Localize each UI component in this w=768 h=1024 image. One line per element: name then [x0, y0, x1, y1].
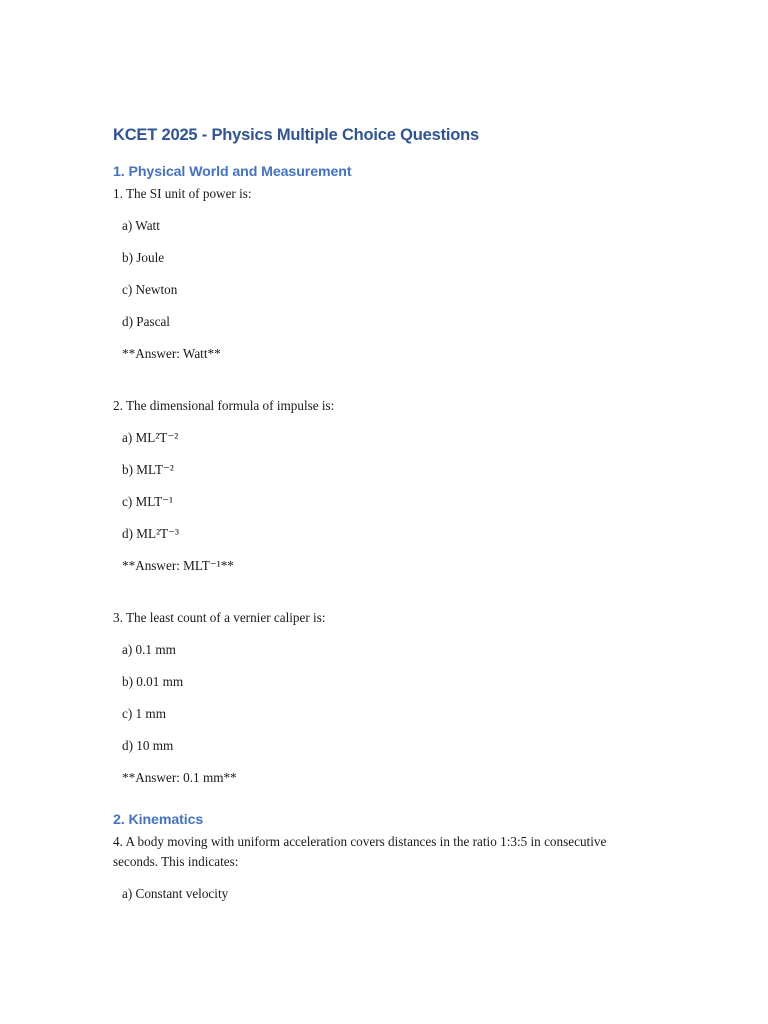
- question-3-option-d: d) 10 mm: [122, 738, 174, 753]
- question-2-option-c: c) MLT⁻¹: [122, 494, 174, 509]
- question-text-4: 4. A body moving with uniform acceleration covers distances in the ratio 1:3:5 in consecutive seconds. This indicates:: [113, 834, 607, 869]
- question-text-3: 3. The least count of a vernier caliper is:: [113, 610, 326, 625]
- question-3-answer: **Answer: 0.1 mm**: [122, 770, 237, 785]
- question-4-option-a: a) Constant velocity: [122, 886, 229, 901]
- section-heading-physical-world: 1. Physical World and Measurement: [113, 164, 352, 180]
- question-1-option-b: b) Joule: [122, 250, 165, 265]
- question-1-option-c: c) Newton: [122, 282, 178, 297]
- question-3-option-b: b) 0.01 mm: [122, 674, 184, 689]
- question-2-option-d: d) ML²T⁻³: [122, 526, 179, 541]
- question-block-1: [113, 184, 633, 364]
- section-heading-kinematics: 2. Kinematics: [113, 812, 204, 828]
- question-3-option-a: a) 0.1 mm: [122, 642, 176, 657]
- question-text-1: 1. The SI unit of power is:: [113, 186, 252, 201]
- question-3-option-c: c) 1 mm: [122, 706, 166, 721]
- question-block-3: [113, 608, 633, 788]
- question-1-option-a: a) Watt: [122, 218, 160, 233]
- question-text-2: 2. The dimensional formula of impulse is:: [113, 398, 335, 413]
- question-block-4: [113, 832, 633, 904]
- document-body: [113, 124, 633, 904]
- question-1-option-d: d) Pascal: [122, 314, 170, 329]
- question-2-answer: **Answer: MLT⁻¹**: [122, 558, 234, 573]
- document-title: KCET 2025 - Physics Multiple Choice Questions: [113, 126, 480, 144]
- question-1-answer: **Answer: Watt**: [122, 346, 221, 361]
- question-2-option-b: b) MLT⁻²: [122, 462, 174, 477]
- question-block-2: [113, 396, 633, 576]
- question-2-option-a: a) ML²T⁻²: [122, 430, 179, 445]
